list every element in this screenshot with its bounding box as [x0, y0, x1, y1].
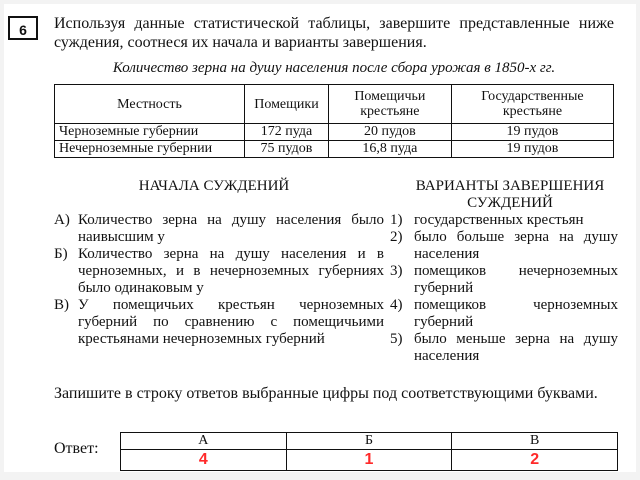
table-header-row: [55, 85, 614, 124]
item-mark: 4): [390, 297, 403, 313]
answer-letter-a: А: [121, 433, 287, 450]
table-row: [55, 124, 614, 141]
list-item: [54, 212, 384, 246]
item-text: помещиков нечерноземных губерний: [414, 263, 618, 296]
item-mark: 2): [390, 229, 403, 245]
item-text: У помещичьих крестьян черноземных губерний по сравнению с помещичьими крестьянами нечерноземных губерний: [78, 297, 384, 347]
answer-cell-v[interactable]: 2: [452, 450, 618, 471]
table-cell: 20 пудов: [328, 124, 451, 141]
answer-label: Ответ:: [54, 440, 99, 457]
table-cell: 19 пудов: [451, 141, 613, 158]
list-item: [390, 212, 618, 229]
table-row: [55, 141, 614, 158]
list-item: [390, 263, 618, 297]
table-caption: Количество зерна на душу населения после сбора урожая в 1850-х гг.: [112, 60, 556, 76]
answer-letter-b: Б: [286, 433, 452, 450]
item-mark: 3): [390, 263, 403, 279]
list-item: [390, 229, 618, 263]
header-locality: Местность: [55, 85, 245, 124]
table-cell: Нечерноземные губернии: [55, 141, 245, 158]
list-item: [54, 246, 384, 297]
list-item: [390, 331, 618, 365]
answer-table: [120, 432, 618, 471]
answer-letter-v: В: [452, 433, 618, 450]
endings-list: [390, 212, 618, 365]
beginnings-list: [54, 212, 384, 348]
table-cell: 16,8 пуда: [328, 141, 451, 158]
header-landowners: Помещики: [245, 85, 329, 124]
task-number-box: 6: [8, 16, 38, 40]
task-sheet: [4, 4, 636, 472]
item-text: было меньше зерна на душу населения: [414, 331, 618, 364]
item-mark: А): [54, 212, 70, 228]
endings-header: ВАРИАНТЫ ЗАВЕРШЕНИЯ СУЖДЕНИЙ: [415, 178, 605, 211]
header-landowner-peasants: Помещичьи крестьяне: [328, 85, 451, 124]
table-cell: 75 пудов: [245, 141, 329, 158]
answer-cell-a[interactable]: 4: [121, 450, 287, 471]
answer-values-row: [121, 450, 618, 471]
table-cell: 172 пуда: [245, 124, 329, 141]
list-item: [54, 297, 384, 348]
table-cell: 19 пудов: [451, 124, 613, 141]
item-mark: Б): [54, 246, 68, 262]
statistics-table: [54, 84, 614, 158]
item-text: было больше зерна на душу населения: [414, 229, 618, 262]
item-mark: 5): [390, 331, 403, 347]
beginnings-header: НАЧАЛА СУЖДЕНИЙ: [138, 178, 290, 194]
item-text: Количество зерна на душу населения и в черноземных, и в нечерноземных губерниях было одинаковым у: [78, 246, 384, 296]
table-cell: Черноземные губернии: [55, 124, 245, 141]
header-state-peasants: Государственные крестьяне: [451, 85, 613, 124]
item-text: государственных крестьян: [414, 212, 584, 228]
item-mark: 1): [390, 212, 403, 228]
task-intro: Используя данные статистической таблицы, завершите представленные ниже суждения, соотнеся их начала и варианты завершения.: [54, 15, 614, 51]
list-item: [390, 297, 618, 331]
item-text: Количество зерна на душу населения было наивысшим у: [78, 212, 384, 245]
answer-cell-b[interactable]: 1: [286, 450, 452, 471]
answer-letters-row: [121, 433, 618, 450]
item-text: помещиков черноземных губерний: [414, 297, 618, 330]
item-mark: В): [54, 297, 69, 313]
answer-instruction: Запишите в строку ответов выбранные цифры под соответствующими буквами.: [54, 385, 598, 402]
